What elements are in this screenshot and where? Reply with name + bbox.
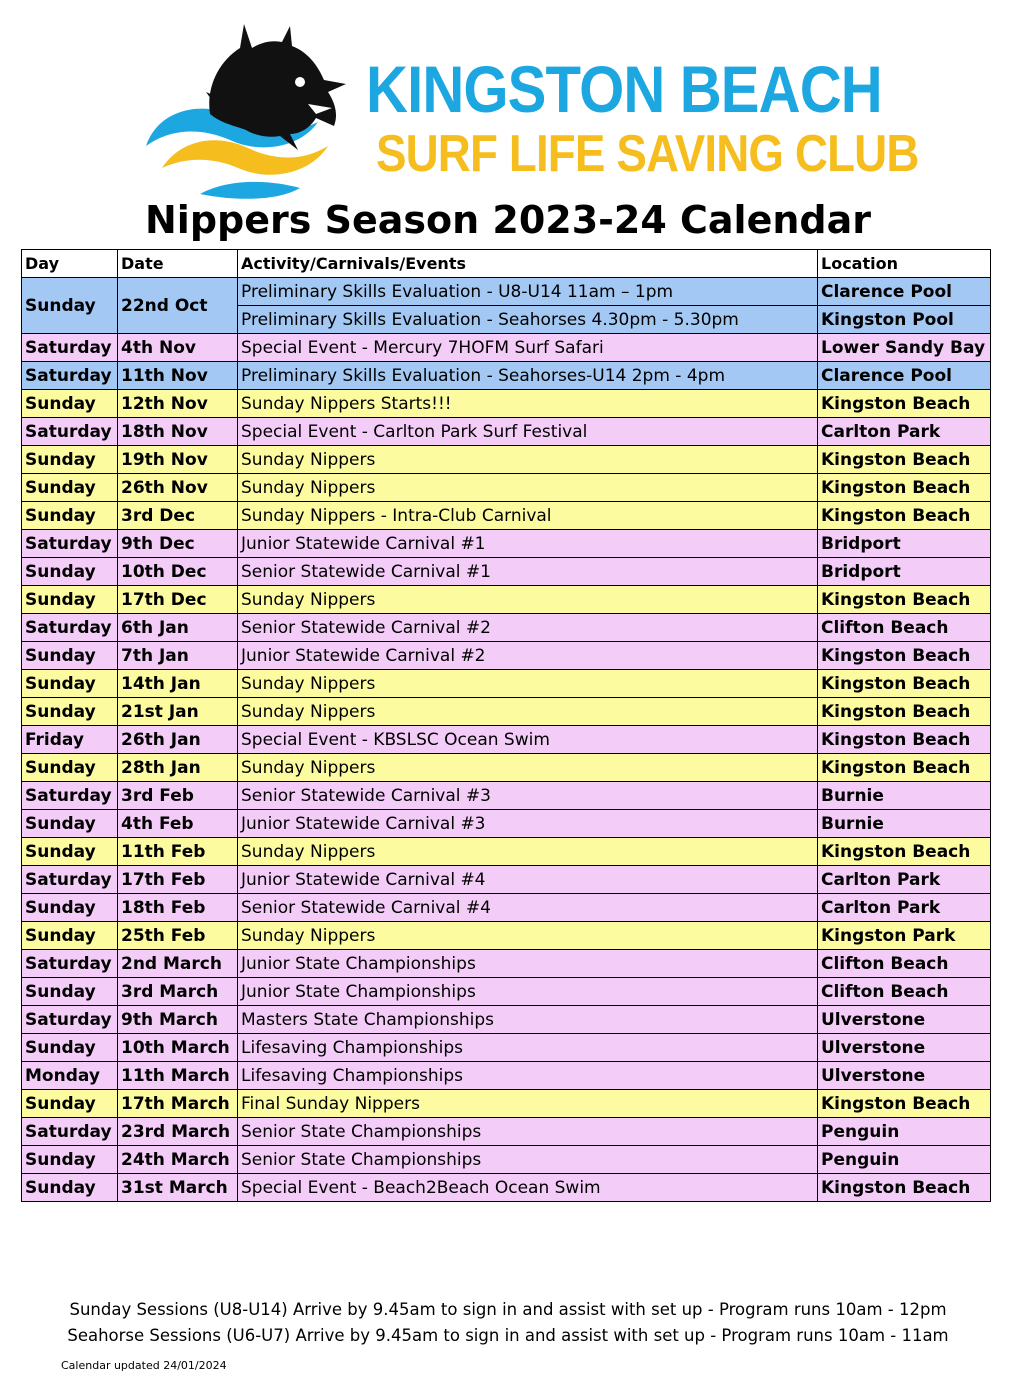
cell-location: Kingston Beach [818,670,991,698]
cell-date: 9th March [118,1006,238,1034]
cell-date: 9th Dec [118,530,238,558]
cell-location: Clifton Beach [818,978,991,1006]
cell-location: Carlton Park [818,418,991,446]
cell-location: Ulverstone [818,1006,991,1034]
cell-location: Clifton Beach [818,950,991,978]
table-row [22,362,991,390]
cell-location: Ulverstone [818,1034,991,1062]
cell-date: 21st Jan [118,698,238,726]
cell-location: Penguin [818,1146,991,1174]
cell-activity: Final Sunday Nippers [238,1090,818,1118]
cell-activity: Senior State Championships [238,1118,818,1146]
cell-day: Sunday [22,278,118,334]
cell-location: Kingston Beach [818,726,991,754]
cell-location: Kingston Beach [818,474,991,502]
cell-activity: Sunday Nippers [238,670,818,698]
cell-activity: Sunday Nippers Starts!!! [238,390,818,418]
cell-activity: Special Event - KBSLSC Ocean Swim [238,726,818,754]
logo-text-kingston-beach: KINGSTON BEACH [366,52,882,126]
cell-day: Saturday [22,782,118,810]
cell-date: 18th Feb [118,894,238,922]
cell-day: Sunday [22,1090,118,1118]
cell-day: Sunday [22,1174,118,1202]
cell-location: Clifton Beach [818,614,991,642]
cell-day: Sunday [22,558,118,586]
cell-day: Sunday [22,922,118,950]
header-date: Date [118,250,238,278]
table-row [22,502,991,530]
logo-text-surf-life-saving-club: SURF LIFE SAVING CLUB [376,125,919,183]
cell-day: Sunday [22,670,118,698]
cell-activity: Sunday Nippers [238,698,818,726]
table-row [22,866,991,894]
table-row [22,782,991,810]
cell-activity: Sunday Nippers [238,446,818,474]
cell-activity: Preliminary Skills Evaluation - Seahorses-U14 2pm - 4pm [238,362,818,390]
cell-day: Sunday [22,502,118,530]
cell-date: 19th Nov [118,446,238,474]
cell-activity: Junior Statewide Carnival #1 [238,530,818,558]
cell-location: Clarence Pool [818,278,991,306]
page-title: Nippers Season 2023-24 Calendar [145,198,871,242]
cell-day: Sunday [22,586,118,614]
cell-day: Sunday [22,642,118,670]
cell-date: 31st March [118,1174,238,1202]
table-row [22,390,991,418]
cell-activity: Senior Statewide Carnival #2 [238,614,818,642]
cell-day: Friday [22,726,118,754]
club-logo [140,18,919,200]
table-row [22,726,991,754]
table-row [22,1118,991,1146]
cell-day: Sunday [22,474,118,502]
cell-day: Sunday [22,446,118,474]
cell-activity: Masters State Championships [238,1006,818,1034]
cell-date: 10th Dec [118,558,238,586]
cell-location: Kingston Beach [818,754,991,782]
cell-location: Kingston Beach [818,446,991,474]
cell-location: Kingston Pool [818,306,991,334]
cell-location: Kingston Beach [818,586,991,614]
cell-date: 2nd March [118,950,238,978]
cell-date: 17th March [118,1090,238,1118]
header-day: Day [22,250,118,278]
cell-activity: Lifesaving Championships [238,1062,818,1090]
cell-activity: Special Event - Beach2Beach Ocean Swim [238,1174,818,1202]
cell-day: Sunday [22,698,118,726]
table-row [22,418,991,446]
table-row [22,978,991,1006]
cell-date: 12th Nov [118,390,238,418]
cell-day: Saturday [22,418,118,446]
cell-activity: Junior Statewide Carnival #3 [238,810,818,838]
cell-activity: Junior Statewide Carnival #4 [238,866,818,894]
cell-day: Saturday [22,362,118,390]
table-header-row [22,250,991,278]
cell-date: 3rd Feb [118,782,238,810]
cell-date: 7th Jan [118,642,238,670]
cell-date: 17th Feb [118,866,238,894]
cell-day: Sunday [22,1034,118,1062]
cell-day: Saturday [22,1006,118,1034]
table-row [22,1006,991,1034]
table-row [22,474,991,502]
cell-activity: Sunday Nippers [238,586,818,614]
cell-date: 25th Feb [118,922,238,950]
cell-day: Saturday [22,950,118,978]
cell-activity: Senior State Championships [238,1146,818,1174]
cell-date: 26th Jan [118,726,238,754]
table-row [22,446,991,474]
cell-day: Saturday [22,334,118,362]
table-row [22,894,991,922]
table-row [22,670,991,698]
cell-day: Sunday [22,894,118,922]
cell-location: Bridport [818,558,991,586]
cell-date: 11th Feb [118,838,238,866]
cell-date: 11th Nov [118,362,238,390]
cell-location: Ulverstone [818,1062,991,1090]
cell-location: Kingston Park [818,922,991,950]
cell-activity: Junior State Championships [238,978,818,1006]
cell-date: 3rd Dec [118,502,238,530]
cell-date: 24th March [118,1146,238,1174]
cell-date: 17th Dec [118,586,238,614]
cell-location: Kingston Beach [818,390,991,418]
cell-location: Burnie [818,782,991,810]
cell-location: Clarence Pool [818,362,991,390]
cell-location: Kingston Beach [818,838,991,866]
cell-date: 26th Nov [118,474,238,502]
cell-date: 6th Jan [118,614,238,642]
cell-location: Carlton Park [818,894,991,922]
table-row [22,558,991,586]
cell-day: Saturday [22,866,118,894]
cell-activity: Preliminary Skills Evaluation - U8-U14 11am – 1pm [238,278,818,306]
cell-date: 14th Jan [118,670,238,698]
table-row [22,838,991,866]
table-row [22,754,991,782]
footer-sunday-sessions: Sunday Sessions (U8-U14) Arrive by 9.45am to sign in and assist with set up - Program runs 10am - 12pm [69,1300,947,1319]
calendar-table [21,249,991,1202]
cell-date: 18th Nov [118,418,238,446]
cell-day: Saturday [22,1118,118,1146]
table-row [22,1174,991,1202]
cell-date: 10th March [118,1034,238,1062]
cell-date: 28th Jan [118,754,238,782]
cell-location: Penguin [818,1118,991,1146]
cell-location: Carlton Park [818,866,991,894]
cell-location: Kingston Beach [818,1090,991,1118]
header-activity: Activity/Carnivals/Events [238,250,818,278]
table-row [22,1034,991,1062]
cell-activity: Sunday Nippers [238,754,818,782]
table-row [22,950,991,978]
cell-day: Sunday [22,810,118,838]
cell-activity: Sunday Nippers [238,922,818,950]
cell-day: Sunday [22,978,118,1006]
cell-activity: Junior State Championships [238,950,818,978]
cell-activity: Senior Statewide Carnival #3 [238,782,818,810]
cell-location: Kingston Beach [818,642,991,670]
cell-day: Sunday [22,1146,118,1174]
cell-location: Lower Sandy Bay [818,334,991,362]
table-row [22,642,991,670]
cell-date: 3rd March [118,978,238,1006]
cell-activity: Sunday Nippers [238,838,818,866]
cell-location: Kingston Beach [818,1174,991,1202]
cell-date: 23rd March [118,1118,238,1146]
cell-day: Sunday [22,390,118,418]
cell-activity: Sunday Nippers [238,474,818,502]
table-row [22,586,991,614]
cell-activity: Special Event - Mercury 7HOFM Surf Safari [238,334,818,362]
cell-date: 4th Feb [118,810,238,838]
table-row [22,278,991,306]
cell-activity: Senior Statewide Carnival #4 [238,894,818,922]
table-row [22,334,991,362]
table-row [22,1062,991,1090]
cell-day: Saturday [22,530,118,558]
table-row [22,922,991,950]
cell-activity: Lifesaving Championships [238,1034,818,1062]
cell-location: Kingston Beach [818,502,991,530]
cell-day: Sunday [22,838,118,866]
table-row [22,1146,991,1174]
cell-activity: Junior Statewide Carnival #2 [238,642,818,670]
cell-date: 4th Nov [118,334,238,362]
cell-day: Saturday [22,614,118,642]
cell-location: Burnie [818,810,991,838]
cell-date: 11th March [118,1062,238,1090]
calendar-updated-note: Calendar updated 24/01/2024 [61,1359,227,1372]
table-row [22,614,991,642]
dragon-wave-icon [140,18,350,200]
cell-location: Bridport [818,530,991,558]
cell-day: Monday [22,1062,118,1090]
cell-location: Kingston Beach [818,698,991,726]
header-location: Location [818,250,991,278]
table-row [22,530,991,558]
table-row [22,810,991,838]
table-row [22,698,991,726]
cell-activity: Senior Statewide Carnival #1 [238,558,818,586]
cell-activity: Sunday Nippers - Intra-Club Carnival [238,502,818,530]
cell-day: Sunday [22,754,118,782]
footer-seahorse-sessions: Seahorse Sessions (U6-U7) Arrive by 9.45am to sign in and assist with set up - Program runs 10am - 11am [67,1326,949,1345]
cell-activity: Special Event - Carlton Park Surf Festival [238,418,818,446]
table-row [22,1090,991,1118]
cell-date: 22nd Oct [118,278,238,334]
cell-activity: Preliminary Skills Evaluation - Seahorses 4.30pm - 5.30pm [238,306,818,334]
